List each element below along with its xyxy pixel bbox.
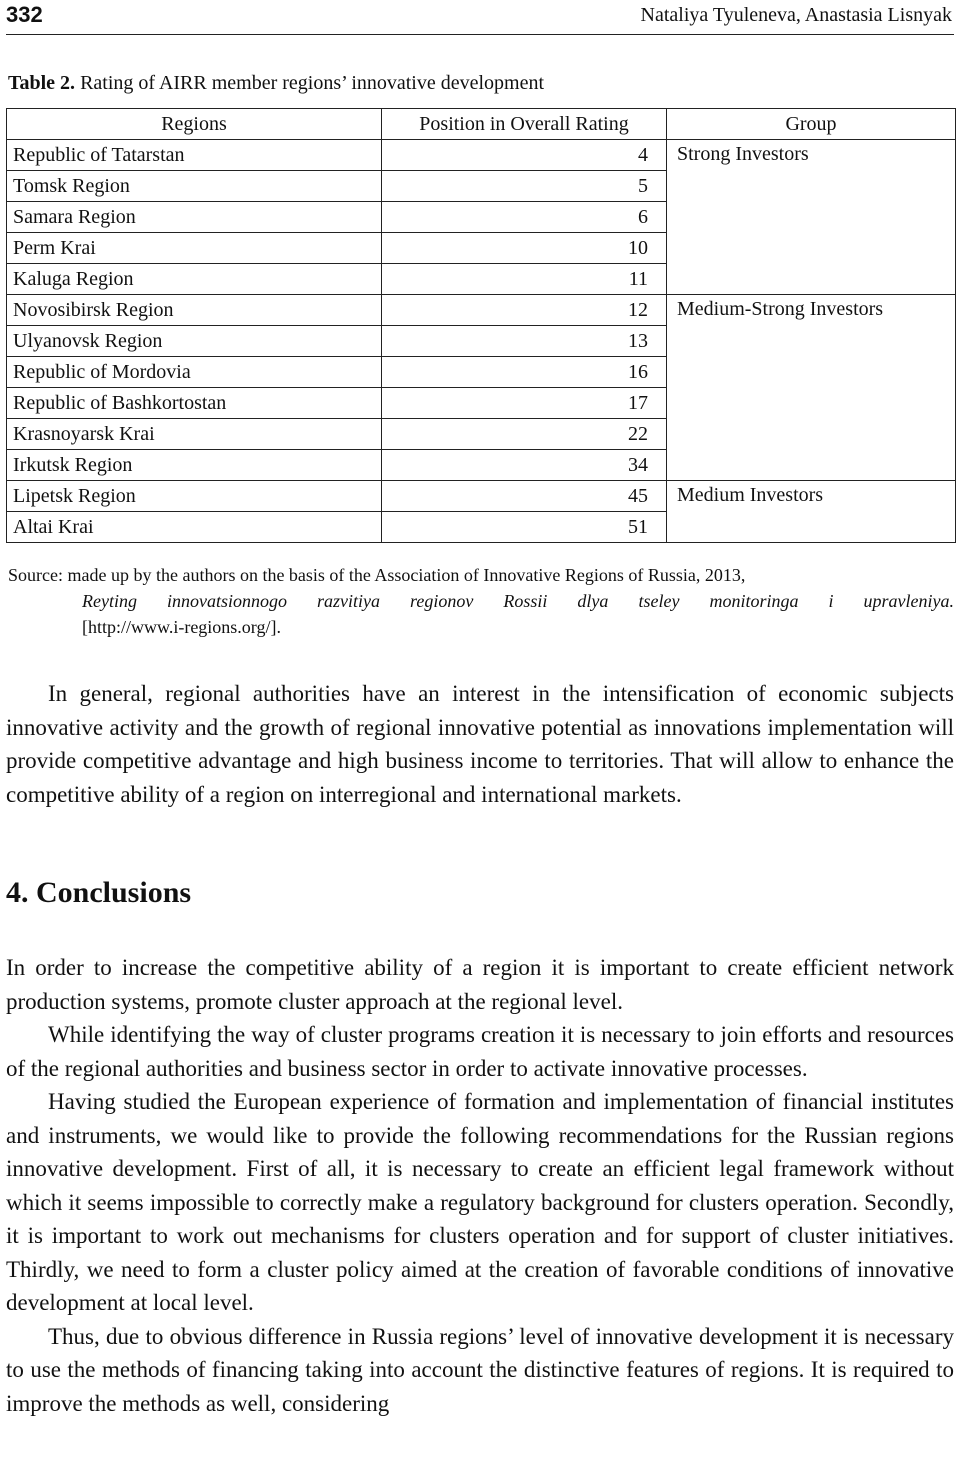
table-caption-label: Table 2. <box>8 72 76 94</box>
region-cell: Tomsk Region <box>7 171 382 202</box>
region-cell: Irkutsk Region <box>7 450 382 481</box>
position-cell: 11 <box>382 264 667 295</box>
position-cell: 5 <box>382 171 667 202</box>
position-cell: 45 <box>382 481 667 512</box>
position-cell: 22 <box>382 419 667 450</box>
intro-text-block <box>6 677 954 811</box>
section-heading: 4. Conclusions <box>6 876 192 909</box>
header-group: Group <box>667 109 956 140</box>
table-caption-text: Rating of AIRR member regions’ innovative development <box>75 72 545 94</box>
region-cell: Perm Krai <box>7 233 382 264</box>
body-paragraph: In order to increase the competitive ability of a region it is important to create efficient network production systems, promote cluster approach at the regional level. <box>6 955 954 1014</box>
body-paragraph: Thus, due to obvious difference in Russia regions’ level of innovative development it is necessary to use the methods of financing taking into account the distinctive features of regions. It is required to improve the methods as well, considering <box>6 1323 954 1416</box>
position-cell: 6 <box>382 202 667 233</box>
source-line-2: Reyting innovatsionnogo razvitiya regionov Rossii dlya tseley monitoringa i upravleniya. <box>82 591 954 611</box>
position-cell: 12 <box>382 295 667 326</box>
group-cell-strong: Strong Investors <box>667 140 956 295</box>
page-number: 332 <box>6 2 43 27</box>
table-row <box>7 140 956 171</box>
table-source-note <box>8 562 954 640</box>
body-paragraph: In general, regional authorities have an interest in the intensification of economic subjects innovative activity and the growth of regional innovative potential as innovations implementation will provide competitive advantage and high business income to territories. That will allow to enhance the competitive ability of a region on interregional and international markets. <box>6 681 954 807</box>
position-cell: 34 <box>382 450 667 481</box>
region-cell: Samara Region <box>7 202 382 233</box>
region-cell: Lipetsk Region <box>7 481 382 512</box>
group-cell-medium-strong: Medium-Strong Investors <box>667 295 956 481</box>
region-cell: Ulyanovsk Region <box>7 326 382 357</box>
region-cell: Republic of Tatarstan <box>7 140 382 171</box>
body-paragraph: While identifying the way of cluster programs creation it is necessary to join efforts and resources of the regional authorities and business sector in order to activate innovative processes. <box>6 1022 954 1081</box>
region-cell: Krasnoyarsk Krai <box>7 419 382 450</box>
position-cell: 10 <box>382 233 667 264</box>
source-line-3: [http://www.i-regions.org/]. <box>82 617 281 637</box>
region-cell: Altai Krai <box>7 512 382 543</box>
region-cell: Republic of Bashkortostan <box>7 388 382 419</box>
region-cell: Republic of Mordovia <box>7 357 382 388</box>
position-cell: 17 <box>382 388 667 419</box>
source-line-1: Source: made up by the authors on the basis of the Association of Innovative Regions of Russia, 2013, <box>8 565 746 585</box>
table-row <box>7 295 956 326</box>
position-cell: 51 <box>382 512 667 543</box>
position-cell: 4 <box>382 140 667 171</box>
table-caption <box>8 72 544 95</box>
conclusions-text-block <box>6 951 954 1480</box>
group-cell-medium: Medium Investors <box>667 481 956 543</box>
running-header <box>6 0 954 35</box>
header-regions: Regions <box>7 109 382 140</box>
table-row <box>7 481 956 512</box>
position-cell: 16 <box>382 357 667 388</box>
rating-table <box>6 108 956 543</box>
region-cell: Kaluga Region <box>7 264 382 295</box>
running-header-authors: Nataliya Tyuleneva, Anastasia Lisnyak <box>640 4 952 26</box>
body-paragraph: Having studied the European experience of formation and implementation of financial institutes and instruments, we would like to provide the following recommendations for the Russian regions innovative development. First of all, it is necessary to create an efficient legal framework without which it seems impossible to correctly make a regulatory background for clusters operation. Secondly, it is important to work out mechanisms for clusters operation and for support of cluster initiatives. Thirdly, we need to form a cluster policy aimed at the creation of favorable conditions of innovative development at local level. <box>6 1089 954 1315</box>
table-header-row <box>7 109 956 140</box>
region-cell: Novosibirsk Region <box>7 295 382 326</box>
position-cell: 13 <box>382 326 667 357</box>
header-position: Position in Overall Rating <box>382 109 667 140</box>
